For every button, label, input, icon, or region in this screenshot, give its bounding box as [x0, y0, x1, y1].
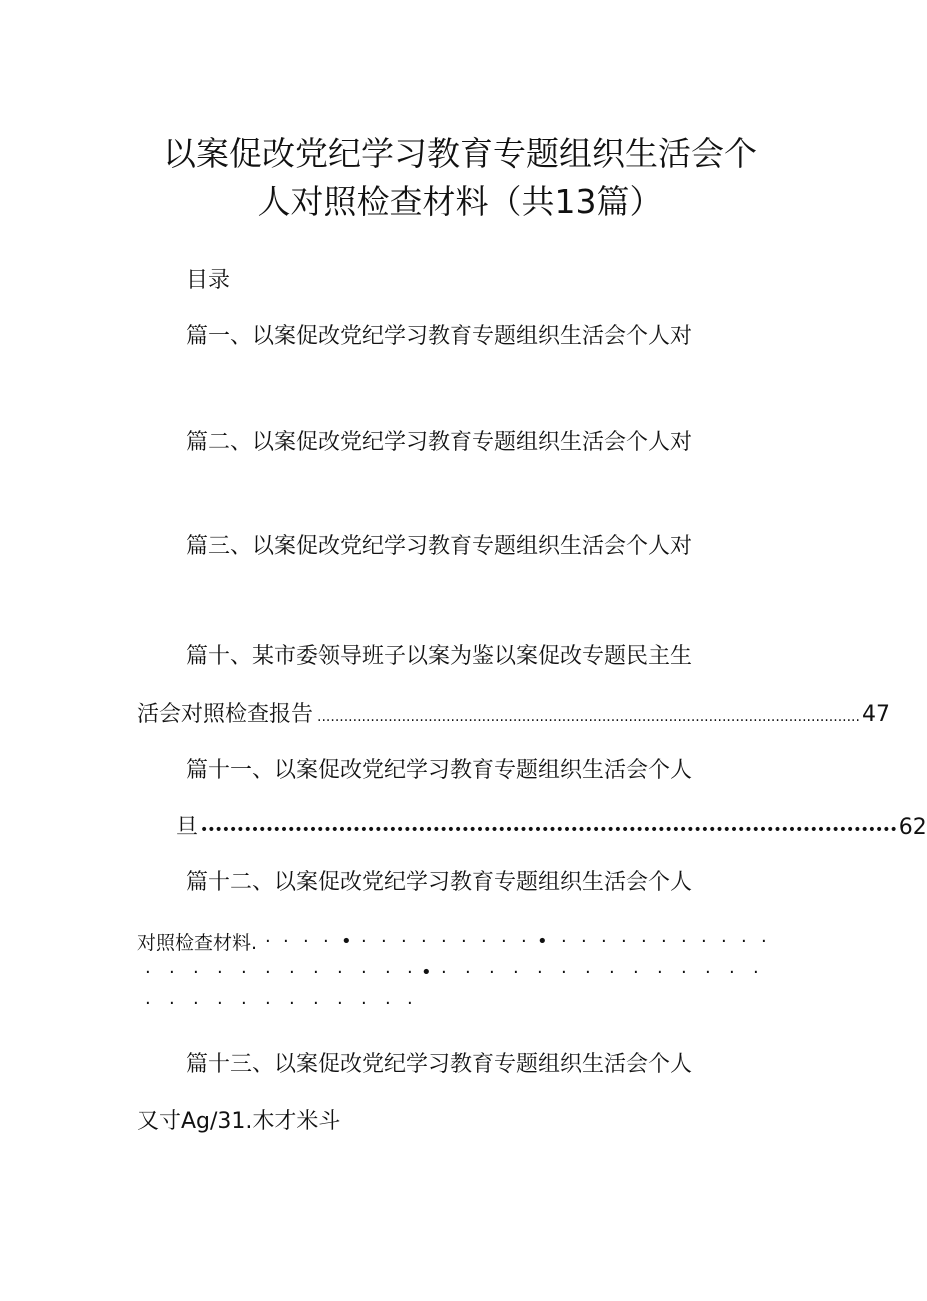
- toc-leader-dots-row-2: · · · · · · · · · · · · • · · · · · · · · · · · · · ·: [145, 962, 759, 983]
- toc-entry-1[interactable]: 篇一、以案促改党纪学习教育专题组织生活会个人对: [186, 324, 693, 349]
- toc-leader-dots-row-3: · · · · · · · · · · · ·: [145, 993, 413, 1014]
- toc-entry-2[interactable]: 篇二、以案促改党纪学习教育专题组织生活会个人对: [186, 430, 693, 455]
- toc-entry-10-continuation[interactable]: [137, 700, 890, 732]
- toc-entry-11-cont-text: 旦: [176, 815, 199, 840]
- toc-entry-10-page: 47: [861, 702, 890, 727]
- toc-entry-10[interactable]: 篇十、某市委领导班子以案为鉴以案促改专题民主生: [186, 644, 693, 669]
- toc-entry-13-continuation[interactable]: 又寸Ag/31.木才米斗: [137, 1109, 341, 1134]
- toc-entry-11-page: 62: [898, 815, 927, 840]
- toc-heading: 目录: [186, 268, 231, 293]
- document-title-line-1: 以案促改党纪学习教育专题组织生活会个: [163, 134, 757, 173]
- toc-entry-11-continuation[interactable]: [176, 813, 927, 845]
- document-title-line-2: 人对照检查材料（共13篇）: [257, 182, 663, 221]
- toc-entry-12-continuation[interactable]: 对照检查材料.: [137, 932, 258, 954]
- toc-entry-3[interactable]: 篇三、以案促改党纪学习教育专题组织生活会个人对: [186, 534, 693, 559]
- toc-leader-dots-row-1: · · · · • · · · · · · · · · • · · · · · · · · · · ·: [265, 931, 767, 952]
- toc-entry-10-cont-text: 活会对照检查报告: [137, 702, 314, 727]
- toc-entry-11[interactable]: 篇十一、以案促改党纪学习教育专题组织生活会个人: [186, 758, 693, 783]
- toc-leader-dots: ..........................................................................................................................: [317, 709, 860, 725]
- toc-entry-13[interactable]: 篇十三、以案促改党纪学习教育专题组织生活会个人: [186, 1052, 693, 1077]
- toc-entry-12[interactable]: 篇十二、以案促改党纪学习教育专题组织生活会个人: [186, 870, 693, 895]
- toc-leader-bullets: ••••••••••••••••••••••••••••••••••••••••••••••••••••••••••••••••••••••••••••••••••••••••••••••••: [200, 822, 897, 838]
